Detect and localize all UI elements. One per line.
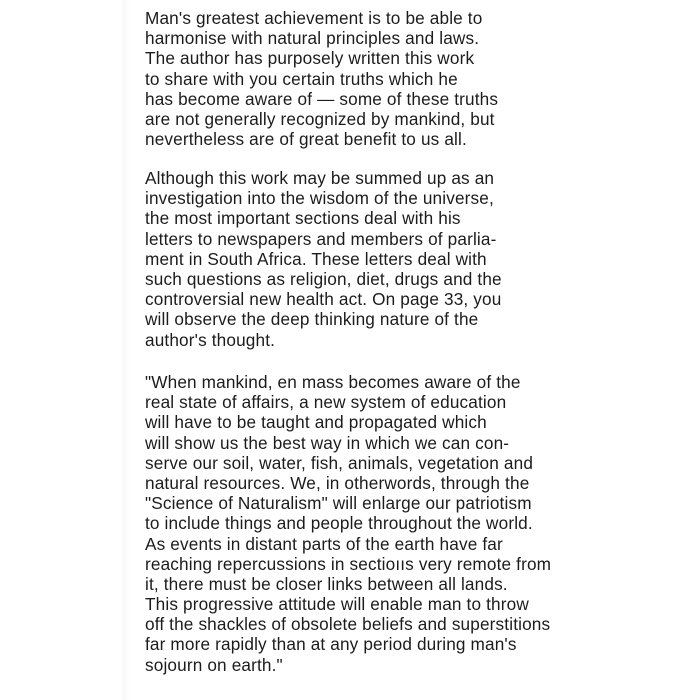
text-line: The author has purposely written this work — [145, 48, 475, 69]
text-line: author's thought. — [145, 329, 276, 350]
text-line: ment in South Africa. These letters deal with — [145, 248, 487, 269]
text-line: controversial new health act. On page 33, you — [145, 289, 502, 310]
text-line: off the shackles of obsolete beliefs and superstitions — [145, 614, 551, 635]
text-line: Although this work may be summed up as an — [145, 168, 495, 188]
text-line: such questions as religion, diet, drugs and the — [145, 268, 502, 289]
text-line: As events in distant parts of the earth have far — [145, 533, 503, 554]
text-line: investigation into the wisdom of the universe, — [145, 188, 494, 209]
text-line: it, there must be closer links between all lands. — [145, 573, 508, 594]
text-line: harmonise with natural principles and laws. — [145, 28, 480, 49]
text-line: natural resources. We, in otherwords, through the — [145, 472, 530, 493]
text-line: to include things and people throughout the world. — [145, 513, 533, 534]
text-line: "When mankind, en mass becomes aware of the — [145, 372, 521, 392]
text-line: letters to newspapers and members of parlia- — [145, 228, 497, 249]
text-line: serve our soil, water, fish, animals, vegetation and — [145, 452, 534, 473]
text-line: will observe the deep thinking nature of the — [145, 309, 479, 330]
paragraph-intro — [145, 8, 498, 149]
text-line: are not generally recognized by mankind, but — [145, 108, 495, 129]
text-line: nevertheless are of great benefit to us all. — [145, 129, 467, 150]
text-line: the most important sections deal with his — [145, 208, 461, 229]
paragraph-quote — [145, 372, 551, 675]
text-line: far more rapidly than at any period during man's — [145, 634, 517, 655]
text-line: Man's greatest achievement is to be able to — [145, 8, 483, 28]
text-line: will have to be taught and propagated which — [145, 412, 487, 433]
text-line: to share with you certain truths which he — [145, 68, 458, 89]
text-line: real state of affairs, a new system of education — [145, 392, 507, 413]
text-line: will show us the best way in which we can con- — [145, 432, 510, 453]
paragraph-summary — [145, 168, 502, 350]
text-line: "Science of Naturalism" will enlarge our patriotism — [145, 493, 532, 514]
text-line: has become aware of — some of these truths — [145, 88, 499, 109]
text-line: sojourn on earth." — [145, 654, 283, 675]
text-line: reaching repercussions in sectioııs very remote from — [145, 553, 552, 574]
text-line: This progressive attitude will enable man to throw — [145, 594, 529, 615]
scan-shadow — [122, 0, 130, 700]
